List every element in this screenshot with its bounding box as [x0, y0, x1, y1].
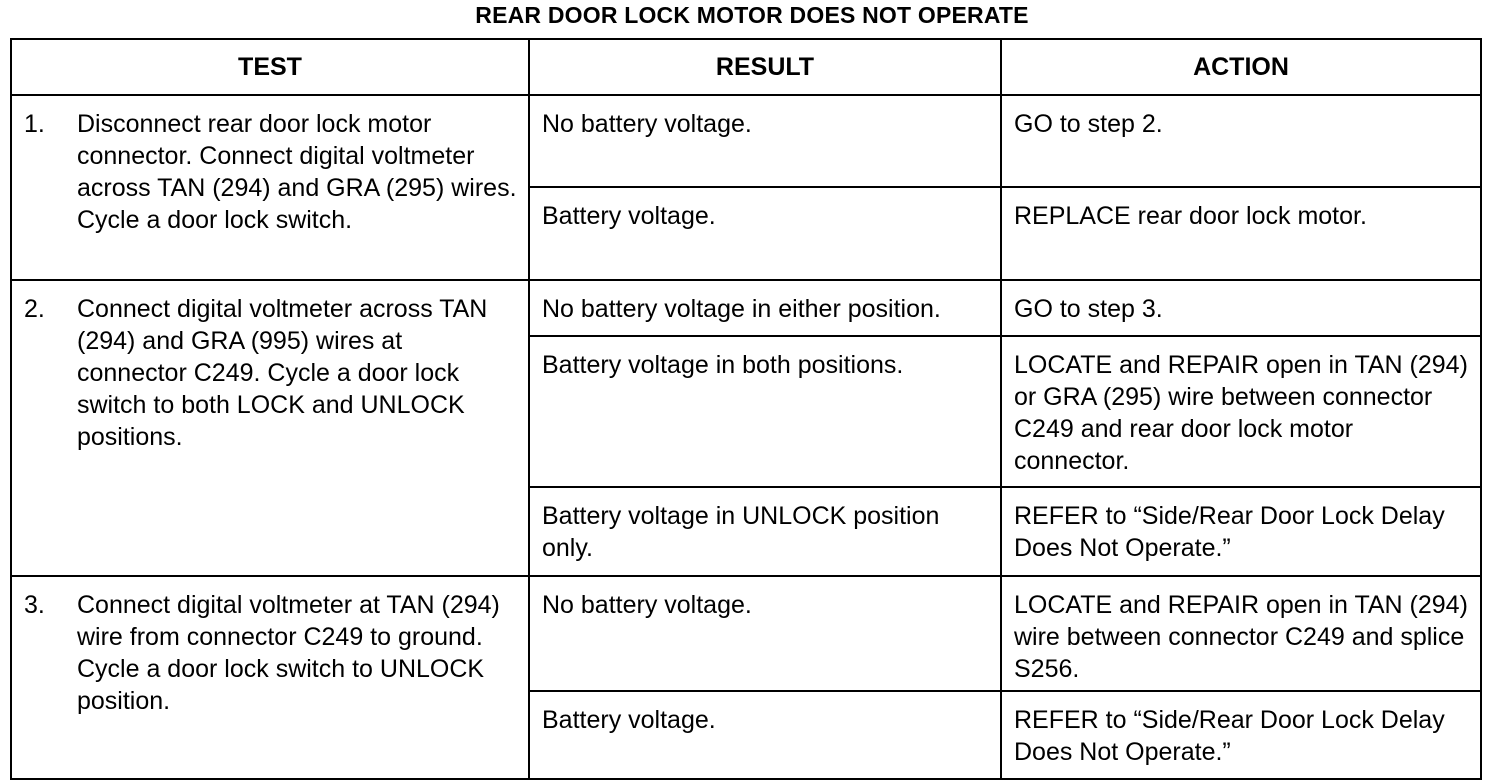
result-cell: Battery voltage. [529, 691, 1001, 779]
action-cell: GO to step 3. [1001, 280, 1481, 336]
step-test-text: Disconnect rear door lock motor connector. Connect digital voltmeter across TAN (294) and GRA (295) wires. Cycle a door lock switch. [77, 110, 517, 234]
action-cell: LOCATE and REPAIR open in TAN (294) or GRA (295) wire between connector C249 and rear door lock motor connector. [1001, 336, 1481, 487]
result-cell: No battery voltage. [529, 95, 1001, 187]
page-title: REAR DOOR LOCK MOTOR DOES NOT OPERATE [475, 2, 1029, 28]
result-cell: Battery voltage in UNLOCK position only. [529, 487, 1001, 576]
table-row [11, 95, 1481, 187]
step-1-test-cell [11, 95, 529, 280]
step-number: 2. [24, 295, 45, 323]
result-cell: Battery voltage in both positions. [529, 336, 1001, 487]
result-cell: No battery voltage in either position. [529, 280, 1001, 336]
step-3-test-cell [11, 576, 529, 779]
diagnostic-table [10, 38, 1482, 780]
step-number: 1. [24, 110, 45, 138]
result-cell: No battery voltage. [529, 576, 1001, 691]
table-row [11, 576, 1481, 691]
step-test-text: Connect digital voltmeter across TAN (294) and GRA (995) wires at connector C249. Cycle a door lock switch to both LOCK and UNLOCK positions. [77, 295, 488, 451]
action-cell: GO to step 2. [1001, 95, 1481, 187]
header-result: RESULT [529, 39, 1001, 95]
header-test: TEST [11, 39, 529, 95]
header-row [11, 39, 1481, 95]
step-test-text: Connect digital voltmeter at TAN (294) wire from connector C249 to ground. Cycle a door lock switch to UNLOCK position. [77, 591, 500, 715]
table-row [11, 280, 1481, 336]
action-cell: REFER to “Side/Rear Door Lock Delay Does Not Operate.” [1001, 691, 1481, 779]
result-cell: Battery voltage. [529, 187, 1001, 280]
action-cell: REFER to “Side/Rear Door Lock Delay Does Not Operate.” [1001, 487, 1481, 576]
step-2-test-cell [11, 280, 529, 576]
action-cell: REPLACE rear door lock motor. [1001, 187, 1481, 280]
action-cell: LOCATE and REPAIR open in TAN (294) wire between connector C249 and splice S256. [1001, 576, 1481, 691]
step-number: 3. [24, 591, 45, 619]
header-action: ACTION [1001, 39, 1481, 95]
